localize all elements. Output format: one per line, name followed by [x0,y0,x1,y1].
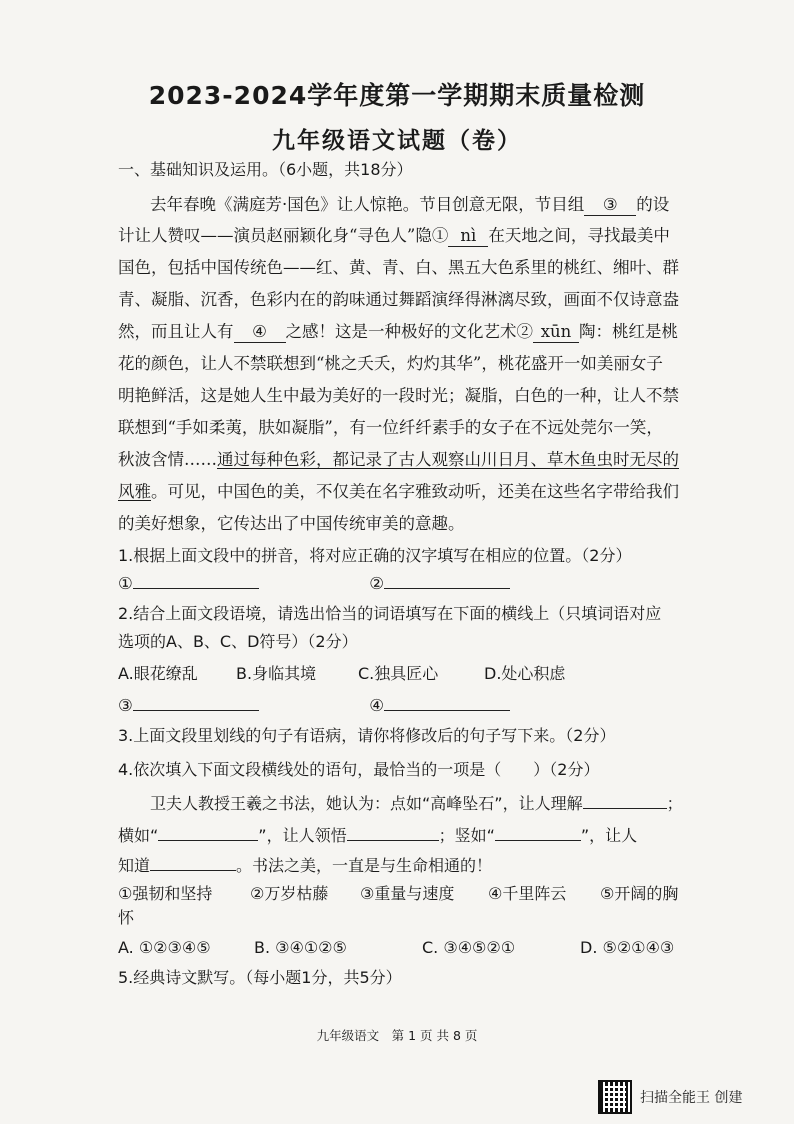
question-3: 3.上面文段里划线的句子有语病，请你将修改后的句子写下来。（2分） [118,726,616,745]
passage-line-5: 然，而且让人有 ④ 之感！这是一种极好的文化艺术② xūn 陶：桃红是桃 [118,322,678,341]
q1-answer-1[interactable] [133,572,259,589]
qr-code-icon [598,1080,632,1114]
question-2-line-1: 2.结合上面文段语境，请选出恰当的词语填写在下面的横线上（只填词语对应 [118,604,662,623]
q4-item-5: ⑤开阔的胸 [600,884,679,903]
question-5: 5.经典诗文默写。（每小题1分，共5分） [118,968,402,987]
passage-line-10: 风雅。可见，中国色的美，不仅美在名字雅致动听，还美在这些名字带给我们 [118,482,679,501]
q4-passage-line-2: 横如“ ”，让人领悟 ；竖如“ ”，让人 [118,826,638,845]
q4-answer-d[interactable]: D. ⑤②①④③ [580,938,675,957]
q1-answer-row: ① ② [118,572,718,594]
passage-line-4: 青、凝脂、沉香，色彩内在的韵味通过舞蹈演绎得淋漓尽致，画面不仅诗意盎 [118,290,679,309]
q4-blank-2[interactable] [158,824,258,841]
q4-blank-4[interactable] [495,824,581,841]
question-1: 1.根据上面文段中的拼音，将对应正确的汉字填写在相应的位置。（2分） [118,546,632,565]
q2-option-a: A.眼花缭乱 [118,664,198,683]
passage-line-6: 花的颜色，让人不禁联想到“桃之夭夭，灼灼其华”，桃花盛开一如美丽女子 [118,354,663,373]
passage-line-2: 计让人赞叹——演员赵丽颖化身“寻色人”隐① nì 在天地之间，寻找最美中 [118,226,670,245]
q4-answer-b[interactable]: B. ③④①②⑤ [254,938,347,957]
page-footer: 九年级语文 第 1 页 共 8 页 [316,1028,478,1043]
q2-option-d: D.处心积虑 [484,664,566,683]
exam-title: 2023-2024学年度第一学期期末质量检测 [148,81,646,110]
q2-options [118,664,718,684]
section-heading: 一、基础知识及运用。（6小题，共18分） [118,160,413,179]
passage-line-11: 的美好想象，它传达出了中国传统审美的意趣。 [118,514,465,533]
q2-option-b: B.身临其境 [236,664,317,683]
pinyin-2: xūn [533,322,579,343]
q4-answer-a[interactable]: A. ①②③④⑤ [118,938,211,957]
passage-line-8: 联想到“手如柔荑，肤如凝脂”，有一位纤纤素手的女子在不远处莞尔一笑， [118,418,663,437]
blank-3: ③ [584,195,636,216]
question-4: 4.依次填入下面文段横线处的语句，最恰当的一项是（ ）（2分） [118,760,600,779]
scanner-label: 扫描全能王 创建 [640,1090,743,1106]
q2-option-c: C.独具匠心 [358,664,439,683]
blank-4: ④ [234,322,286,343]
exam-subtitle: 九年级语文试题（卷） [272,128,522,154]
passage-line-1: 去年春晚《满庭芳·国色》让人惊艳。节目创意无限，节目组 ③ 的设 [150,195,670,214]
q2-answer-row: ③ ④ [118,694,718,716]
passage-line-3: 国色，包括中国传统色——红、黄、青、白、黑五大色系里的桃红、缃叶、群 [118,258,679,277]
q4-blank-3[interactable] [347,824,439,841]
q4-answer-c[interactable]: C. ③④⑤②① [422,938,516,957]
scanner-watermark [598,1080,742,1114]
faulty-sentence-end: 风雅 [118,482,151,501]
q4-item-1: ①强韧和坚持 [118,884,213,903]
question-2-line-2: 选项的A、B、C、D符号）（2分） [118,632,358,651]
passage-line-7: 明艳鲜活，这是她人生中最为美好的一段时光；凝脂，白色的一种，让人不禁 [118,386,679,405]
q4-items [118,884,718,904]
passage-line-9: 秋波含情……通过每种色彩，都记录了古人观察山川日月、草木鱼虫时无尽的 [118,450,679,469]
q4-item-4: ④千里阵云 [488,884,567,903]
q4-item-3: ③重量与速度 [360,884,455,903]
q2-answer-3[interactable] [133,694,259,711]
q4-blank-1[interactable] [583,792,667,809]
q4-answers [118,938,718,958]
q2-answer-4[interactable] [384,694,510,711]
q4-passage-line-1: 卫夫人教授王羲之书法，她认为：点如“高峰坠石”，让人理解 ； [150,794,683,813]
q4-item-5-wrap: 怀 [118,908,135,927]
q1-answer-2[interactable] [384,572,510,589]
pinyin-1: nì [448,226,488,247]
q4-blank-5[interactable] [150,854,236,871]
q4-passage-line-3: 知道 。书法之美，一直是与生命相通的！ [118,856,493,875]
q4-item-2: ②万岁枯藤 [250,884,329,903]
faulty-sentence: 通过每种色彩，都记录了古人观察山川日月、草木鱼虫时无尽的 [217,450,679,469]
